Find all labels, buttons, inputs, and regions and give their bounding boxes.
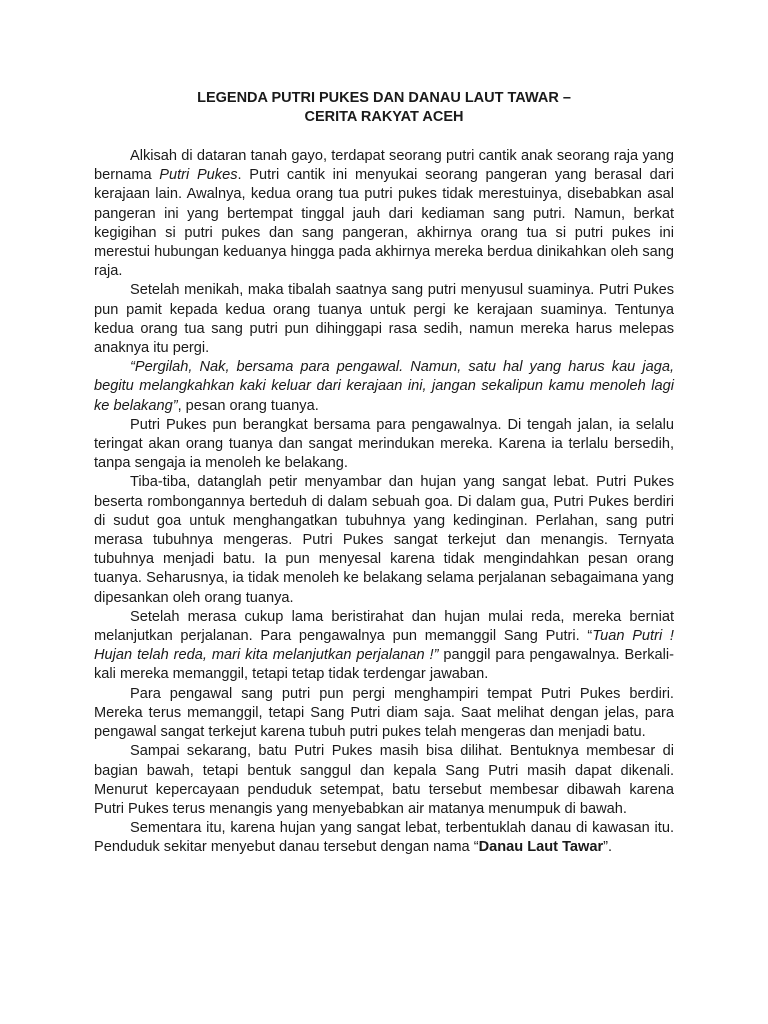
- bold-text: Danau Laut Tawar: [478, 839, 604, 856]
- paragraph-text: Sementara itu, karena hujan yang sangat lebat, terbentuklah danau di kawasan itu. Penduduk sekitar menyebut danau tersebut dengan nama “: [94, 820, 674, 856]
- story-paragraph: [94, 147, 674, 281]
- title-line-2: CERITA RAKYAT ACEH: [304, 108, 464, 125]
- story-paragraph: [94, 685, 674, 743]
- page-title: [94, 89, 674, 126]
- italic-text: Tuan Putri ! Hujan telah reda, mari kita melanjutkan perjalanan !”: [94, 628, 674, 664]
- paragraph-text: Setelah menikah, maka tibalah saatnya sang putri menyusul suaminya. Putri Pukes pun pamit kepada kedua orang tuanya untuk pergi ke kerajaan suaminya. Tentunya kedua orang tua sang putri pun dihinggapi rasa sedih, namun mereka harus melepas anaknya itu pergi.: [94, 282, 674, 357]
- paragraph-text: Putri Pukes pun berangkat bersama para pengawalnya. Di tengah jalan, ia selalu teringat akan orang tuanya dan sangat merindukan mereka. Karena ia terlalu bersedih, tanpa sengaja ia menoleh ke belakang.: [94, 416, 674, 472]
- italic-text: “Pergilah, Nak, bersama para pengawal. Namun, satu hal yang harus kau jaga, begitu melangkahkan kaki keluar dari kerajaan ini, jangan sekalipun kamu menoleh lagi ke belakang”: [94, 359, 674, 414]
- paragraph-text: Sampai sekarang, batu Putri Pukes masih bisa dilihat. Bentuknya membesar di bagian bawah, tetapi bentuk sanggul dan kepala Sang Putri masih dapat dikenali. Menurut kepercayaan penduduk setempat, batu tersebut membesar dibawah karena Putri Pukes terus menangis yang menyebabkan air matanya menumpuk di bawah.: [94, 743, 674, 817]
- story-paragraph: [94, 819, 674, 857]
- paragraph-text: ”.: [603, 839, 613, 856]
- paragraph-text: , pesan orang tuanya.: [177, 397, 319, 414]
- story-body: [94, 147, 674, 858]
- story-paragraph: [94, 608, 674, 685]
- paragraph-text: Tiba-tiba, datanglah petir menyambar dan hujan yang sangat lebat. Putri Pukes beserta rombongannya berteduh di dalam sebuah goa. Di dalam gua, Putri Pukes berdiri di sudut goa untuk menghangatkan tubuhnya yang kedinginan. Perlahan, sang putri merasa tubuhnya mengeras. Putri Pukes sangat terkejut dan menangis. Ternyata tubuhnya menjadi batu. Ia pun menyesal karena tidak mengindahkan pesan orang tuanya. Seharusnya, ia tidak menoleh ke belakang selama perjalanan sebagaimana yang dipesankan oleh orang tuanya.: [94, 474, 674, 606]
- story-paragraph: [94, 416, 674, 474]
- story-paragraph: [94, 742, 674, 819]
- italic-text: Putri Pukes: [159, 167, 238, 184]
- story-paragraph: [94, 358, 674, 416]
- paragraph-text: Setelah merasa cukup lama beristirahat dan hujan mulai reda, mereka berniat melanjutkan perjalanan. Para pengawalnya pun memanggil Sang Putri. “: [94, 608, 674, 645]
- paragraph-text: . Putri cantik ini menyukai seorang pangeran yang berasal dari kerajaan lain. Awalnya, kedua orang tua putri pukes tidak merestuinya, disebabkan asal pangeran ini yang bertempat tinggal jauh dari kediaman sang putri. Namun, berkat kegigihan si putri pukes dan sang pangeran, akhirnya orang tua si putri pukes ini merestui hubungan keduanya hingga pada akhirnya mereka berdua dinikahkan oleh sang raja.: [94, 167, 674, 280]
- title-line-1: LEGENDA PUTRI PUKES DAN DANAU LAUT TAWAR –: [197, 90, 571, 106]
- story-paragraph: [94, 281, 674, 358]
- story-paragraph: [94, 473, 674, 607]
- paragraph-text: Alkisah di dataran tanah gayo, terdapat seorang putri cantik anak seorang raja yang bernama: [94, 148, 674, 184]
- paragraph-text: panggil para pengawalnya. Berkali-kali mereka memanggil, tetapi tetap tidak terdengar jawaban.: [94, 647, 674, 683]
- paragraph-text: Para pengawal sang putri pun pergi menghampiri tempat Putri Pukes berdiri. Mereka terus memanggil, tetapi Sang Putri diam saja. Saat melihat dengan jelas, para pengawal sangat terkejut karena tubuh putri pukes telah mengeras dan menjadi batu.: [94, 685, 674, 741]
